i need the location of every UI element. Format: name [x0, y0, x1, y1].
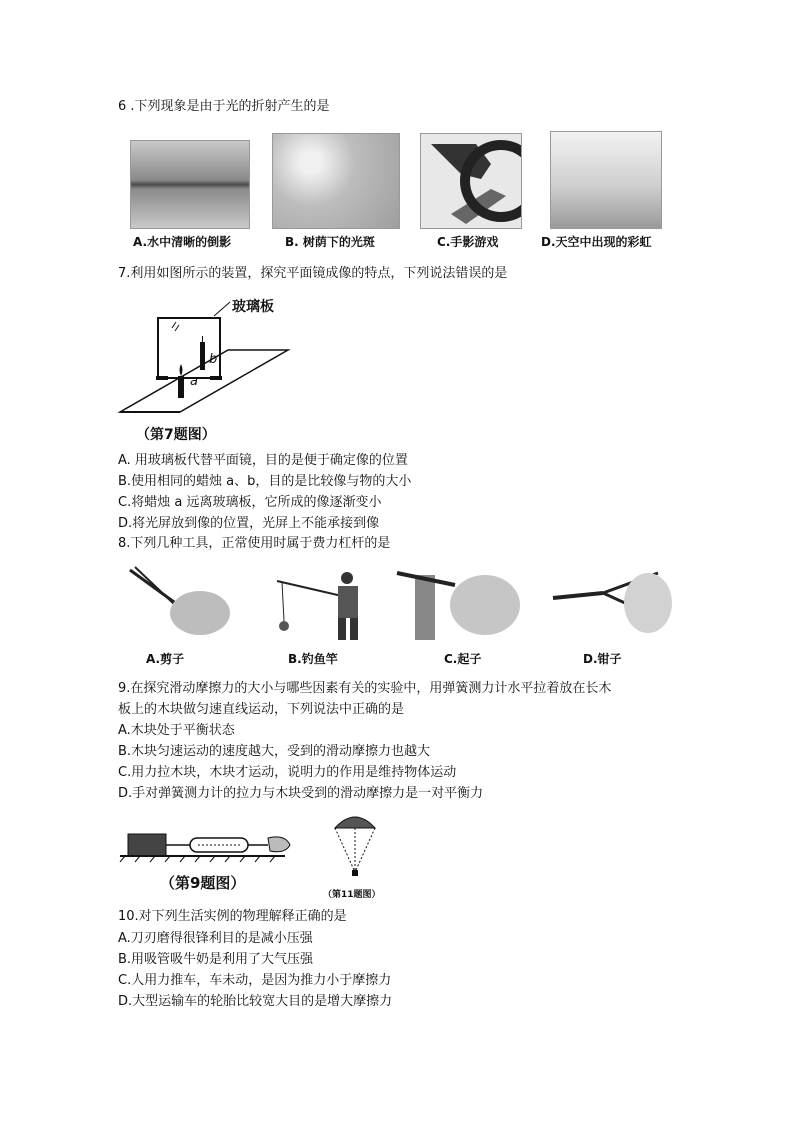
q7-option-a: A. 用玻璃板代替平面镜，目的是便于确定像的位置	[118, 453, 408, 468]
q6-option-a: A.水中清晰的倒影	[133, 235, 232, 249]
q8-fishing-rod-image	[272, 566, 372, 646]
q7-option-d: D.将光屏放到像的位置，光屏上不能承接到像	[118, 516, 380, 531]
q7-option-c: C.将蜡烛 a 远离玻璃板，它所成的像逐渐变小	[118, 495, 382, 510]
q8-scissors-image	[125, 565, 235, 645]
q11-figure-parachute	[330, 810, 380, 885]
q8-option-c: C.起子	[444, 652, 482, 666]
q8-option-b: B.钓鱼竿	[288, 652, 338, 666]
q8-option-a: A.剪子	[146, 652, 185, 666]
q8-bottle-opener-image	[395, 565, 525, 645]
q7-stem: 7.利用如图所示的装置，探究平面镜成像的特点，下列说法错误的是	[118, 266, 508, 281]
q9-stem-line2: 板上的木块做匀速直线运动，下列说法中正确的是	[118, 702, 405, 717]
q9-figure-spring-scale	[120, 820, 295, 865]
q6-photo-b-light-spots	[272, 133, 400, 229]
q8-stem: 8.下列几种工具，正常使用时属于费力杠杆的是	[118, 536, 391, 551]
q11-figure-caption: （第11题图）	[323, 890, 381, 900]
q6-option-b: B. 树荫下的光斑	[285, 235, 375, 249]
q9-stem-line1: 9.在探究滑动摩擦力的大小与哪些因素有关的实验中，用弹簧测力计水平拉着放在长木	[118, 681, 612, 696]
hand-shadow-icon	[421, 134, 521, 228]
q10-option-c: C.人用力推车，车未动，是因为推力小于摩擦力	[118, 973, 392, 988]
q7-figure-caption: （第7题图）	[136, 427, 216, 443]
q6-option-c: C.手影游戏	[437, 235, 499, 249]
q7-option-b: B.使用相同的蜡烛 a、b，目的是比较像与物的大小	[118, 474, 412, 489]
q9-figure-caption: （第9题图）	[160, 874, 246, 892]
q6-photo-a-reflection	[130, 140, 250, 229]
q9-option-b: B.木块匀速运动的速度越大，受到的滑动摩擦力也越大	[118, 744, 431, 759]
q10-option-d: D.大型运输车的轮胎比较宽大目的是增大摩擦力	[118, 994, 393, 1009]
q6-photo-c-hand-shadow	[420, 133, 522, 229]
q8-pliers-image	[548, 563, 673, 643]
q10-option-b: B.用吸管吸牛奶是利用了大气压强	[118, 952, 314, 967]
q6-photo-d-rainbow	[550, 131, 662, 229]
q7-candle-b-label: b	[209, 352, 218, 367]
q7-glass-label: 玻璃板	[232, 299, 274, 315]
q6-option-d: D.天空中出现的彩虹	[541, 235, 652, 249]
q9-option-a: A.木块处于平衡状态	[118, 723, 235, 738]
q7-candle-a-label: a	[190, 374, 198, 389]
q8-option-d: D.钳子	[583, 652, 622, 666]
q9-option-c: C.用力拉木块，木块才运动，说明力的作用是维持物体运动	[118, 765, 457, 780]
q10-option-a: A.刀刃磨得很锋利目的是减小压强	[118, 931, 313, 946]
q9-option-d: D.手对弹簧测力计的拉力与木块受到的滑动摩擦力是一对平衡力	[118, 786, 484, 801]
q6-stem: 6 .下列现象是由于光的折射产生的是	[118, 99, 330, 114]
q10-stem: 10.对下列生活实例的物理解释正确的是	[118, 909, 347, 924]
